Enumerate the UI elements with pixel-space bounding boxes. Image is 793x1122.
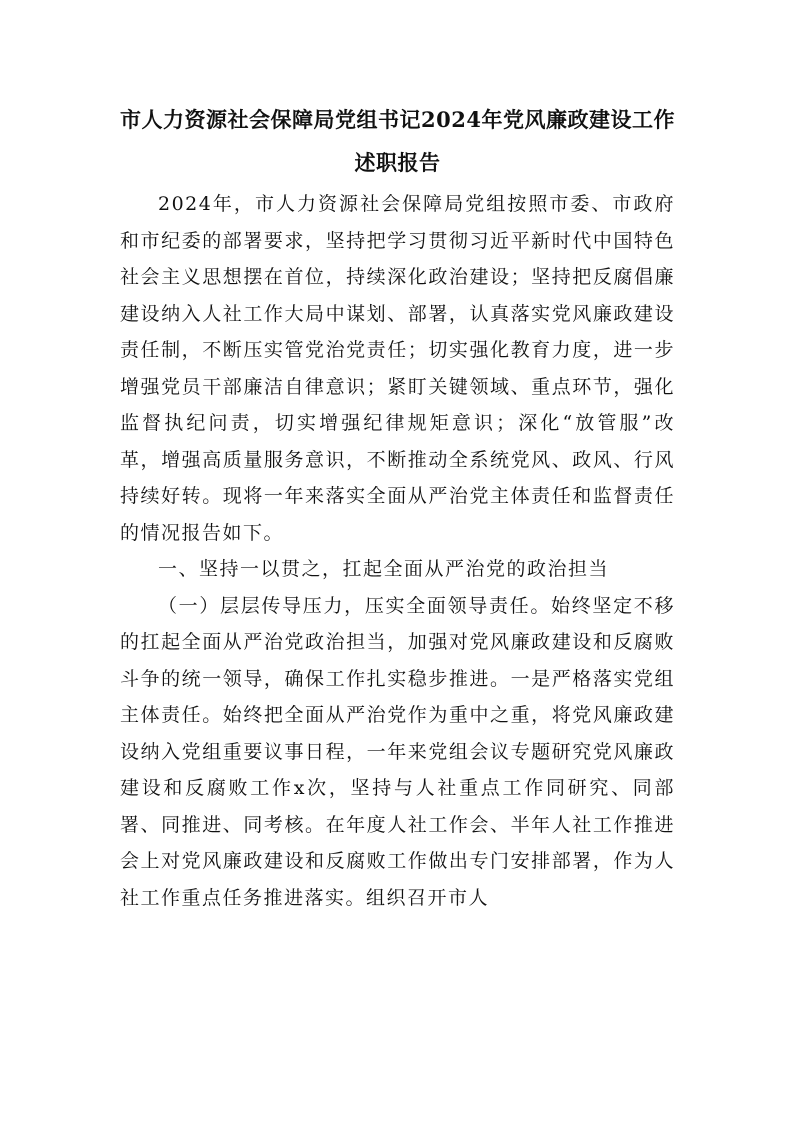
title-line-1: 市人力资源社会保障局党组书记2024年党风廉政建设工作	[120, 107, 675, 132]
title-line-2: 述职报告	[354, 150, 441, 175]
intro-paragraph: 2024年，市人力资源社会保障局党组按照市委、市政府和市纪委的部署要求，坚持把学习贯彻习近平新时代中国特色社会主义思想摆在首位，持续深化政治建设；坚持把反腐倡廉建设纳入人社工作大局中谋划、部署，认真落实党风廉政建设责任制，不断压实管党治党责任；切实强化教育力度，进一步增强党员干部廉洁自律意识；紧盯关键领域、重点环节，强化监督执纪问责，切实增强纪律规矩意识；深化“放管服”改革，增强高质量服务意识，不断推动全系统党风、政风、行风持续好转。现将一年来落实全面从严治党主体责任和监督责任的情况报告如下。	[120, 193, 675, 544]
section-1-paragraph-1: （一）层层传导压力，压实全面领导责任。始终坚定不移的扛起全面从严治党政治担当，加强对党风廉政建设和反腐败斗争的统一领导，确保工作扎实稳步推进。一是严格落实党组主体责任。始终把全面从严治党作为重中之重，将党风廉政建设纳入党组重要议事日程，一年来党组会议专题研究党风廉政建设和反腐败工作x次，坚持与人社重点工作同研究、同部署、同推进、同考核。在年度人社工作会、半年人社工作推进会上对党风廉政建设和反腐败工作做出专门安排部署，作为人社工作重点任务推进落实。组织召开市人	[120, 594, 675, 909]
document-body	[120, 98, 675, 916]
section-1-heading: 一、坚持一以贯之，扛起全面从严治党的政治担当	[158, 558, 610, 580]
document-title	[120, 98, 675, 184]
